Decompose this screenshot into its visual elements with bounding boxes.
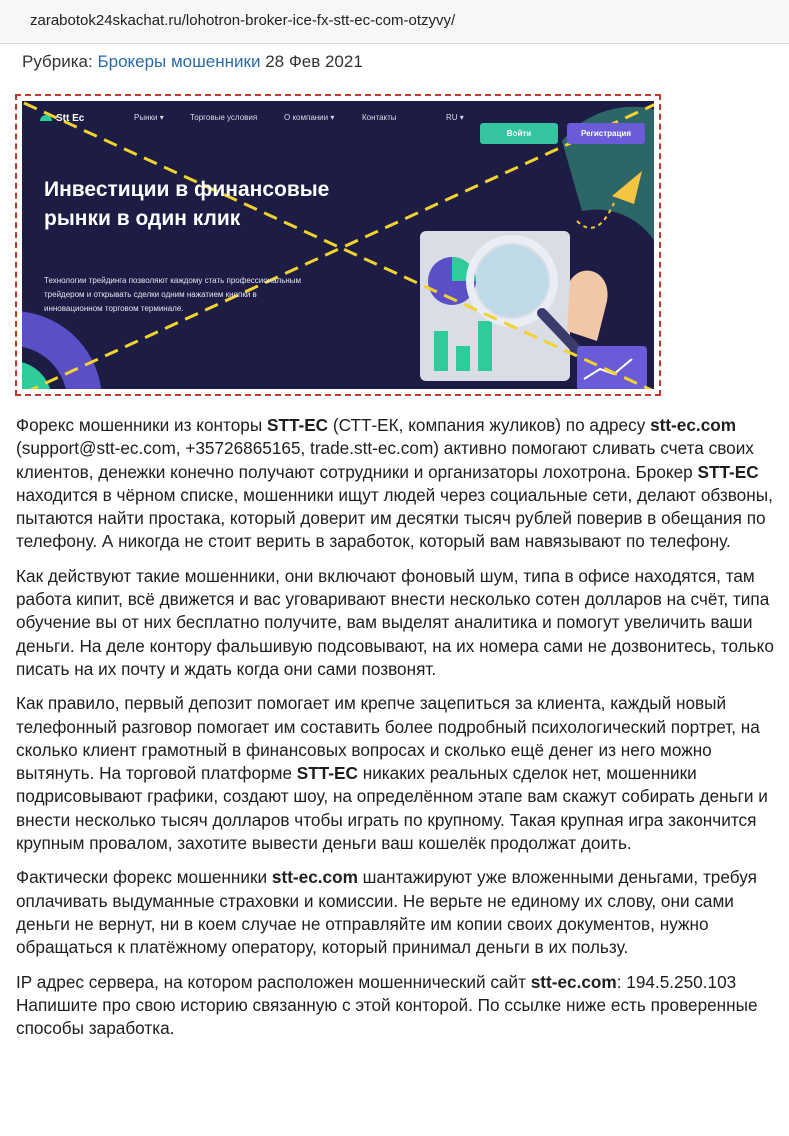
broker-domain: stt-ec.com	[530, 971, 617, 992]
broker-name: STT-EC	[266, 415, 329, 435]
hero-screenshot	[22, 101, 654, 389]
article-paragraph-5: IP адрес сервера, на котором расположен мошеннический сайт stt-ec.com: 194.5.250.103 Напишите про свою историю связанную с этой конторой. По ссылке ниже есть проверенные способы заработка.	[16, 971, 758, 1039]
hero-nav-item: RU ▾	[446, 113, 464, 122]
article-paragraph-3: Как правило, первый депозит помогает им крепче зацепиться за клиента, каждый новый телефонный разговор помогает им составить более подробный психологический портрет, на сколько клиент грамотный в финансовых вопросах и сколько ещё денег из него можно вытянуть. На торговой платформе STT-EC никаких реальных сделок нет, мошенники подрисовывают графики, создают шоу, на определённом этапе вам скажут собирать деньги и внести несколько тысяч долларов чтобы играть по крупному. Такая крупная игра закончится крупным провалом, захотите вывести деньги ваш кошелёк продолжат доить.	[16, 693, 768, 854]
post-date: 28 Фев 2021	[265, 52, 363, 71]
article-paragraph-1: Форекс мошенники из конторы STT-EC (СТТ-ЕК, компания жуликов) по адресу stt-ec.com (support@stt-ec.com, +35726865165, trade.stt-ec.com) активно помогают сливать счета своих клиентов, денежки конечно получают сотрудники и организаторы лохотрона. Брокер STT-EC находится в чёрном списке, мошенники ищут людей через социальные сети, делают обзвоны, пытаются найти простака, который доверит им десятки тысяч рублей поверив в обещания по телефону. А никогда не стоит верить в заработок, который вам навязывают по телефону.	[16, 415, 773, 552]
hero-nav-item: Рынки ▾	[134, 113, 164, 122]
hero-nav-item: Контакты	[362, 113, 397, 122]
hero-headline: Инвестиции в финансовые рынки в один клик	[44, 178, 330, 230]
url-text[interactable]: zarabotok24skachat.ru/lohotron-broker-ice-fx-stt-ec-com-otzyvy/	[30, 12, 456, 29]
broker-domain: stt-ec.com	[271, 867, 358, 888]
hero-subtitle: Технологии трейдинга позволяют каждому стать профессиональным трейдером и открывать сделки одним нажатием кнопки в инновационном торговом терминале.	[44, 276, 302, 313]
hero-image-frame	[15, 94, 661, 396]
hero-register-button: Регистрация	[567, 123, 645, 144]
hero-nav-item: Торговые условия	[190, 113, 258, 122]
hero-nav-item: О компании ▾	[284, 113, 335, 122]
stt-ec-logo	[40, 113, 84, 124]
hero-illustration	[22, 101, 654, 389]
hero-login-button: Войти	[480, 123, 558, 144]
broker-name: STT-EC	[697, 461, 759, 482]
browser-address-bar[interactable]	[0, 0, 789, 44]
logo-mark-icon	[40, 115, 52, 121]
article-paragraph-4: Фактически форекс мошенники stt-ec.com шантажируют уже вложенными деньгами, требуя оплачивать выдуманные страховки и комиссии. Не верьте не единому их слову, они сами деньги не вернут, ни в коем случае не отправляйте им копии своих документов, нужно обращаться к платёжному оператору, который принимал деньги в их пользу.	[16, 867, 757, 958]
post-meta	[22, 52, 363, 72]
broker-name: STT-EC	[296, 763, 358, 784]
logo-text: Stt Ec	[56, 113, 85, 124]
broker-domain: stt-ec.com	[650, 415, 737, 435]
article-paragraph-2: Как действуют такие мошенники, они включают фоновый шум, типа в офисе находятся, там работа кипит, всё движется и вас уговаривают внести несколько сотен долларов на счёт, типа обучение вы от них бесплатно получите, вам выделят аналитика и помогут увеличить ваши деньги. На деле контору фальшивую подсовывают, на их номера сами не дозвонитесь, только писать на их почту и ждать когда они сами позвонят.	[16, 565, 774, 679]
hero-nav	[22, 101, 654, 137]
rubric-link[interactable]: Брокеры мошенники	[97, 52, 261, 71]
rubric-label: Рубрика:	[22, 52, 93, 71]
article-body	[16, 414, 776, 1051]
